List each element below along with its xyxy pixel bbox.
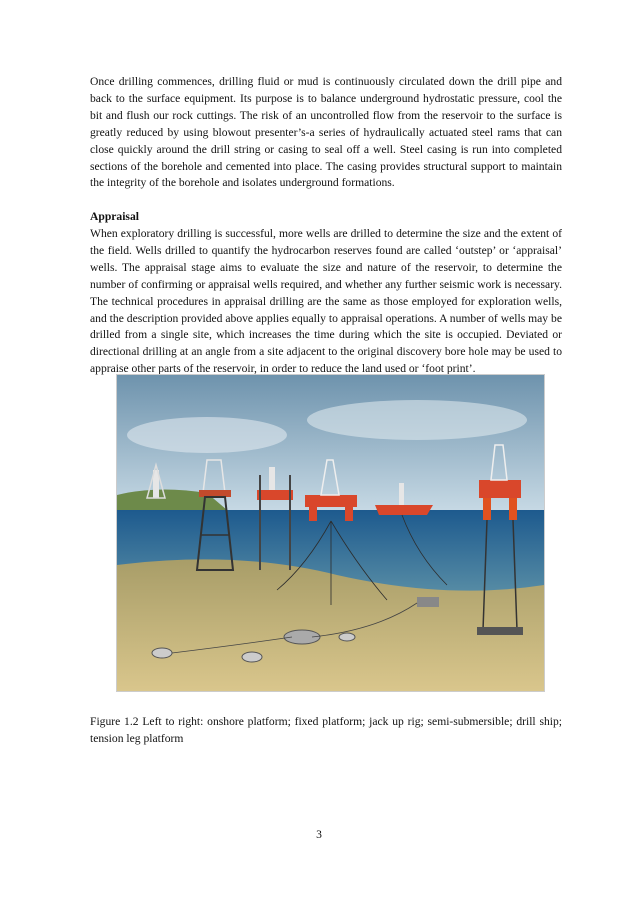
paragraph-drilling: Once drilling commences, drilling fluid or mud is continuously circulated down the drill pipe and back to the surface equipment. Its purpose is to balance underground hydrostatic pressure, cool the bit and flush our rock cuttings. The risk of an uncontrolled flow from the reservoir to the surface is greatly reduced by using blowout presenter’s-a series of hydraulically actuated steel rams that can close quickly around the drill string or casing to seal off a well. Steel casing is run into completed sections of the borehole and cemented into place. The casing provides structural support to maintain the integrity of the borehole and isolates underground formations. bbox=[90, 75, 562, 190]
offshore-platforms-illustration bbox=[117, 375, 544, 691]
paragraph-appraisal: When exploratory drilling is successful, more wells are drilled to determine the size and the extent of the field. Wells drilled to quantify the hydrocarbon reserves found are called ‘outstep’ or ‘appraisal’ wells. The appraisal stage aims to evaluate the size and nature of the reservoir, to determine the number of confirming or appraisal wells required, and whether any further seismic work is necessary. The technical procedures in appraisal drilling are the same as those employed for exploration wells, and the description provided above applies equally to appraisal operations. A number of wells may be drilled from a single site, which increases the time during which the site is occupied. Deviated or directional drilling at an angle from a site adjacent to the original discovery bore hole may be used to appraise other parts of the reservoir, in order to reduce the land used or ‘foot print’. bbox=[90, 227, 562, 376]
offshore-platforms-figure bbox=[116, 374, 545, 692]
section-heading-appraisal: Appraisal bbox=[90, 210, 139, 223]
page-number: 3 bbox=[316, 828, 322, 841]
figure-caption: Figure 1.2 Left to right: onshore platform; fixed platform; jack up rig; semi-submersible; drill ship; tension leg platform bbox=[90, 715, 562, 745]
cloud bbox=[127, 417, 287, 453]
cloud bbox=[307, 400, 527, 440]
